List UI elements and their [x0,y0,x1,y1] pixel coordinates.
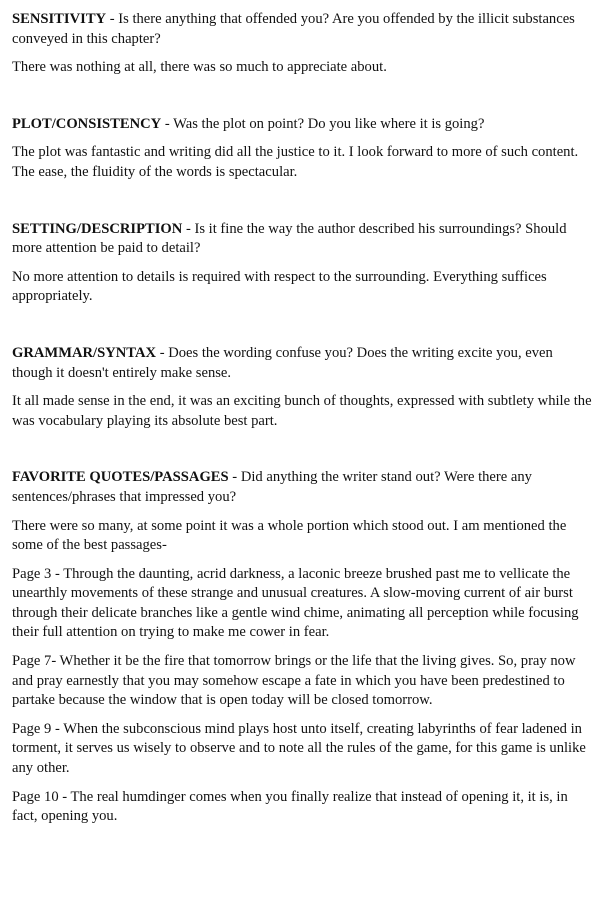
section-heading: PLOT/CONSISTENCY [12,115,162,132]
question-text: - Is there anything that offended you? Are you offended by the illicit substances conveyed in this chapter? [12,11,575,47]
section-setting-description [12,220,594,307]
section-favorite-quotes [12,468,594,827]
quote-page-10: Page 10 - The real humdinger comes when you finally realize that instead of opening it, it is, in fact, opening you. [12,788,568,825]
section-heading: SETTING/DESCRIPTION [12,220,183,237]
section-heading: FAVORITE QUOTES/PASSAGES [12,469,229,486]
question-text: - Did anything the writer stand out? Were there any sentences/phrases that impressed you? [12,469,532,505]
section-heading: SENSITIVITY [12,11,107,27]
section-heading: GRAMMAR/SYNTAX [12,344,157,361]
question-text: - Is it fine the way the author described his surroundings? Should more attention be paid to detail? [12,220,567,257]
quote-page-3: Page 3 - Through the daunting, acrid darkness, a laconic breeze brushed past me to vellicate the unearthly movements of these strange and unusual creatures. A slow-moving current of air burst through their delicate branches like a gentle wind chime, animating all perception while focusing their full attention on trying to make me cower in fear. [12,565,579,641]
section-question [12,10,594,49]
section-grammar-syntax [12,344,594,431]
section-plot-consistency [12,115,594,183]
answer-text: There was nothing at all, there was so much to appreciate about. [12,59,387,76]
answer-text: The plot was fantastic and writing did all the justice to it. I look forward to more of such content. The ease, the fluidity of the words is spectacular. [12,144,579,180]
question-text: - Does the wording confuse you? Does the writing excite you, even though it doesn't entirely make sense. [12,344,553,381]
section-sensitivity [12,10,594,78]
quote-page-7: Page 7- Whether it be the fire that tomorrow brings or the life that the living gives. So, pray now and pray earnestly that you may somehow escape a fate in which you have been predestined to partake because the window that is open today will be closed tomorrow. [12,653,576,709]
section-question [12,220,594,259]
section-question [12,344,594,383]
document-page [12,10,594,827]
quote-page-9: Page 9 - When the subconscious mind plays host unto itself, creating labyrinths of fear ladened in torment, it serves us wisely to observe and to note all the rules of the game, for this game is unlike any other. [12,720,586,777]
question-text: - Was the plot on point? Do you like where it is going? [161,115,485,132]
answer-text: There were so many, at some point it was a whole portion which stood out. I am mentioned the some of the best passages- [12,517,567,554]
answer-text: It all made sense in the end, it was an exciting bunch of thoughts, expressed with subtlety while the was vocabulary playing its absolute best part. [12,393,592,429]
section-question [12,468,594,507]
section-question [12,115,594,135]
answer-text: No more attention to details is required with respect to the surrounding. Everything suffices appropriately. [12,268,547,305]
